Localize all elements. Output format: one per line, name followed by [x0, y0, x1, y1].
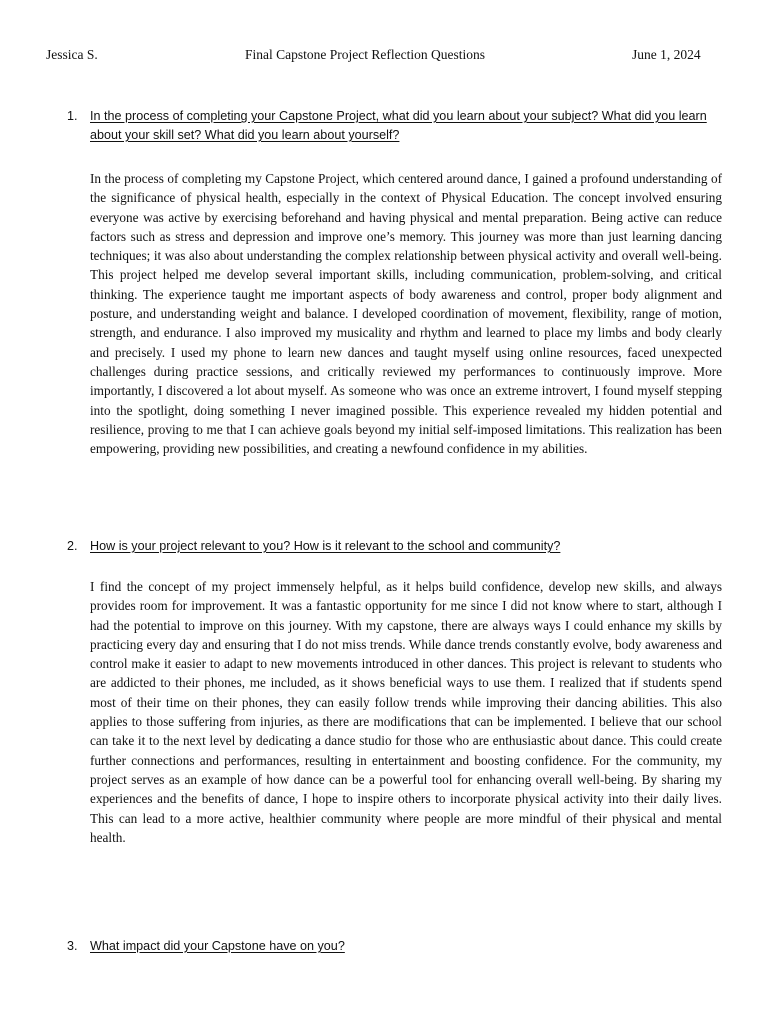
- question-1: [67, 107, 727, 145]
- answer-2: I find the concept of my project immensely helpful, as it helps build confidence, develop new skills, and always provides room for improvement. It was a fantastic opportunity for me since I did not know where to start, although I had the potential to improve on this journey. With my capstone, there are always ways I could enhance my skills by practicing every day and ensuring that I do not miss trends. While dance trends constantly evolve, body awareness and control make it easier to adapt to new movements introduced in other dances. This project is relevant to students who are addicted to their phones, me included, as it shows beneficial ways to use them. I realized that if students spend most of their time on their phones, they can easily follow trends while improving their dancing abilities. This also applies to those suffering from injuries, as there are modifications that can be implemented. I believe that our school can take it to the next level by dedicating a dance studio for those who are enthusiastic about dance. This could create further connections and performances, resulting in entertainment and boosting confidence. For the community, my project serves as an example of how dance can be a powerful tool for enhancing overall well-being. By sharing my experiences and the benefits of dance, I hope to inspire others to incorporate physical activity into their daily lives. This can lead to a more active, healthier community where people are more mindful of their physical and mental health.: [90, 579, 722, 845]
- question-2: [67, 537, 727, 556]
- question-number: 3.: [67, 939, 78, 953]
- question-number: 1.: [67, 109, 78, 123]
- answer-1: In the process of completing my Capstone Project, which centered around dance, I gained a profound understanding of the significance of physical health, especially in the context of Physical Education. The concept involved ensuring everyone was active by exercising beforehand and having physical and mental preparation. Being active can reduce factors such as stress and depression and improve one’s memory. This journey was more than just learning dancing techniques; it was also about understanding the complex relationship between physical activity and overall well-being. This project helped me develop several important skills, including communication, problem-solving, and critical thinking. The experience taught me important aspects of body awareness and control, proper body alignment and posture, and understanding weight and balance. I developed coordination of movement, flexibility, range of motion, strength, and endurance. I also improved my musicality and rhythm and learned to place my limbs and body clearly and precisely. I used my phone to learn new dances and taught myself using online resources, faced unexpected challenges during practice sessions, and critically reviewed my performances to continuously improve. More importantly, I discovered a lot about myself. As someone who was once an extreme introvert, I found myself stepping into the spotlight, doing something I never imagined possible. This experience revealed my hidden potential and resilience, proving to me that I can achieve goals beyond my initial self-imposed limitations. This realization has been empowering, providing new possibilities, and creating a newfound confidence in my abilities.: [90, 171, 722, 457]
- question-text: How is your project relevant to you? How is it relevant to the school and community?: [90, 539, 561, 553]
- question-text: In the process of completing your Capstone Project, what did you learn about your subject? What did you learn about your skill set? What did you learn about yourself?: [90, 109, 707, 142]
- question-text: What impact did your Capstone have on you?: [90, 939, 345, 953]
- question-number: 2.: [67, 539, 78, 553]
- page-header: [0, 47, 768, 67]
- author-name: Jessica S.: [46, 47, 98, 62]
- document-date: June 1, 2024: [632, 47, 701, 62]
- document-title: Final Capstone Project Reflection Questions: [245, 47, 485, 62]
- question-3: [67, 937, 727, 956]
